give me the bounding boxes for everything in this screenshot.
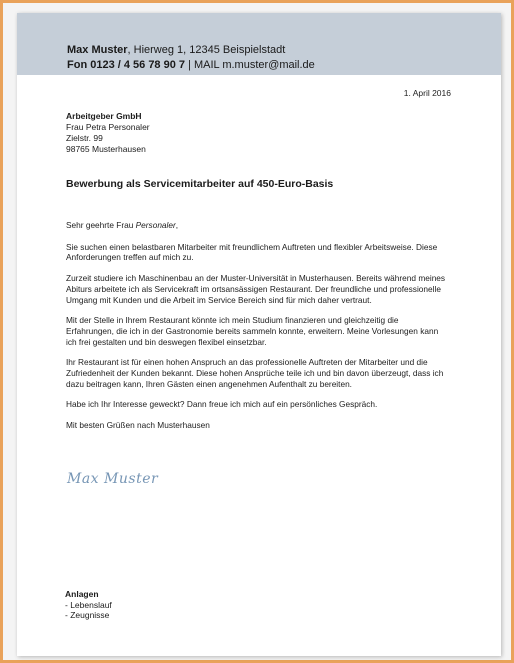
- recipient-city: 98765 Musterhausen: [66, 144, 146, 154]
- recipient-company: Arbeitgeber GmbH: [66, 111, 142, 121]
- closing: Mit besten Grüßen nach Musterhausen: [66, 420, 210, 431]
- paragraph: Sie suchen einen belastbaren Mitarbeiter mit freundlichem Auftreten und flexibler Arbeitsweise. Diese Anforderungen treffen auf mich zu.: [66, 241, 438, 263]
- salutation: [66, 220, 446, 231]
- salutation-prefix: Sehr geehrte Frau: [66, 220, 136, 230]
- sender-address: , Hierweg 1, 12345 Beispielstadt: [127, 44, 286, 56]
- letter-body: [66, 220, 446, 441]
- recipient-block: [66, 111, 150, 155]
- enclosures: [65, 589, 112, 621]
- enclosures-title: Anlagen: [65, 589, 99, 599]
- paragraph: Ihr Restaurant ist für einen hohen Anspruch an das professionelle Auftreten der Mitarbeiter und die Zufriedenheit der Kunden bekannt. Diese hohen Ansprüche teile ich und bin davon überzeugt, dass ich dazu beitragen kann, Ihren Gästen einen angenehmen Aufenthalt zu bereiten.: [66, 357, 444, 389]
- salutation-name: Personaler: [135, 220, 176, 230]
- letterhead: [17, 13, 501, 75]
- salutation-suffix: ,: [175, 220, 179, 230]
- recipient-street: Zielstr. 99: [66, 133, 103, 143]
- letter-sheet: [17, 13, 501, 656]
- paragraph: Mit der Stelle in Ihrem Restaurant könnte ich mein Studium finanzieren und gleichzeitig die Erfahrungen, die ich in der Gastronomie bereits sammeln konnte, erweitern. Meine Vorlesungen kann ich frei gestalten und bin deswegen flexibel einsetzbar.: [66, 315, 439, 347]
- sender-name: Max Muster: [67, 44, 128, 56]
- enclosure-item: - Lebenslauf: [65, 599, 112, 610]
- sender-line: [67, 43, 285, 57]
- enclosure-item: - Zeugnisse: [65, 610, 110, 620]
- handwritten-signature: Max Muster: [67, 471, 159, 487]
- paragraph: Habe ich Ihr Interesse geweckt? Dann freue ich mich auf ein persönliches Gespräch.: [66, 399, 378, 410]
- sender-phone: Fon 0123 / 4 56 78 90 7: [67, 59, 186, 71]
- paragraph: Zurzeit studiere ich Maschinenbau an der Muster-Universität in Musterhausen. Bereits während meines Abiturs arbeitete ich als Servicekraft im ortsansässigen Restaurant. Der freundliche und professionelle Umgang mit Kunden und die Arbeit im Service Bereich sind für mich daher vertraut.: [66, 273, 446, 305]
- letter-subject: Bewerbung als Servicemitarbeiter auf 450-Euro-Basis: [66, 178, 334, 190]
- contact-line: [67, 58, 315, 72]
- sender-mail: | MAIL m.muster@mail.de: [185, 59, 315, 71]
- letter-date: 1. April 2016: [403, 88, 451, 98]
- recipient-contact: Frau Petra Personaler: [66, 122, 150, 132]
